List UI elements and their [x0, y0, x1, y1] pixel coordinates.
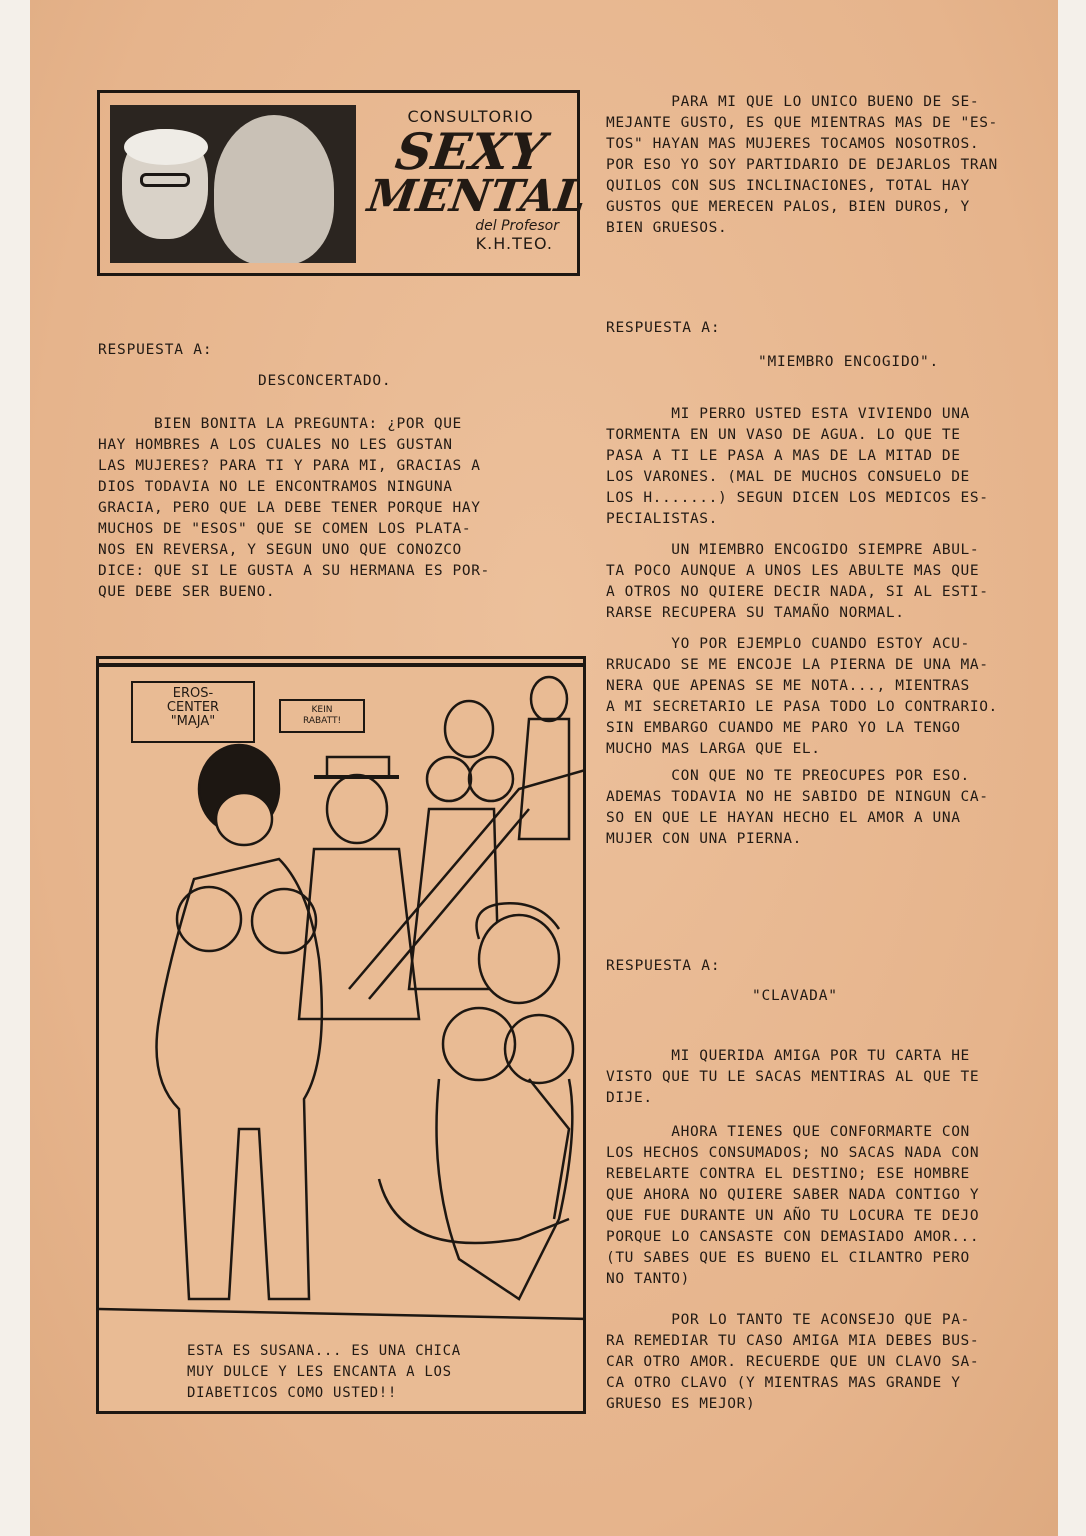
answer1-recipient: DESCONCERTADO.: [258, 373, 392, 389]
answer3-paragraph2: AHORA TIENES QUE CONFORMARTE CON LOS HECHOS CONSUMADOS; NO SACAS NADA CON REBELARTE CONTRA EL DESTINO; ESE HOMBRE QUE AHORA NO QUIERE SABER NADA CONTIGO Y QUE FUE DURANTE UN AÑO TU LOCURA TE DEJO PORQUE LO CANSASTE CON DEMASIADO AMOR... (TU SABES QUE ES BUENO EL CILANTRO PERO NO TANTO): [606, 1124, 980, 1287]
photo-bald-head: [214, 115, 334, 263]
photo-man-with-glasses: [122, 129, 208, 239]
glasses-icon: [140, 173, 190, 187]
answer3-recipient: "CLAVADA": [752, 988, 838, 1004]
page-margin-left: [0, 0, 30, 1536]
answer1-continuation: PARA MI QUE LO UNICO BUENO DE SE- MEJANTE GUSTO, ES QUE MIENTRAS MAS DE "ES- TOS" HAYAN MAS MUJERES TOCAMOS NOSOTROS. POR ESO YO SOY PARTIDARIO DE DEJARLOS TRAN QUILOS CON SUS INCLINACIONES, TOTAL HAY GUSTOS QUE MERECEN PALOS, BIEN DUROS, Y BIEN GRUESOS.: [606, 94, 998, 236]
answer2-paragraph2: UN MIEMBRO ENCOGIDO SIEMPRE ABUL- TA POCO AUNQUE A UNOS LES ABULTE MAS QUE A OTROS NO QUIERE DECIR NADA, SI AL ESTI- RARSE RECUPERA SU TAMAÑO NORMAL.: [606, 542, 989, 621]
cartoon-sign-kein-rabatt: KEIN RABATT!: [279, 699, 365, 733]
page-margin-right: [1058, 0, 1086, 1536]
answer3-label: RESPUESTA A:: [606, 958, 721, 974]
logo-consultorio: CONSULTORIO: [407, 107, 534, 126]
answer2-paragraph3: YO POR EJEMPLO CUANDO ESTOY ACU- RRUCADO SE ME ENCOJE LA PIERNA DE UNA MA- NERA QUE APENAS SE ME NOTA..., MIENTRAS A MI SECRETARIO LE PASA TODO LO CONTRARIO. SIN EMBARGO CUANDO ME PARO YO LA TENGO MUCHO MAS LARGA QUE EL.: [606, 636, 998, 757]
answer3-paragraph1: MI QUERIDA AMIGA POR TU CARTA HE VISTO QUE TU LE SACAS MENTIRAS AL QUE TE DIJE.: [606, 1048, 980, 1106]
logo-byline: del Profesor: [475, 218, 559, 234]
cartoon-caption: ESTA ES SUSANA... ES UNA CHICA MUY DULCE Y LES ENCANTA A LOS DIABETICOS COMO USTED!!: [187, 1343, 461, 1401]
logo-title-line1: SEXY: [392, 122, 550, 181]
answer2-label: RESPUESTA A:: [606, 320, 721, 336]
answer3-paragraph3: POR LO TANTO TE ACONSEJO QUE PA- RA REMEDIAR TU CASO AMIGA MIA DEBES BUS- CAR OTRO AMOR. RECUERDE QUE UN CLAVO SA- CA OTRO CLAVO (Y MIENTRAS MAS GRANDE Y GRUESO ES MEJOR): [606, 1312, 980, 1412]
column-logo: [364, 103, 590, 269]
answer2-paragraph4: CON QUE NO TE PREOCUPES POR ESO. ADEMAS TODAVIA NO HE SABIDO DE NINGUN CA- SO EN QUE LE HAYAN HECHO EL AMOR A UNA MUJER CON UNA PIERNA.: [606, 768, 989, 847]
cartoon-drawing: [99, 659, 586, 1414]
logo-author: K.H.TEO.: [475, 234, 553, 253]
answer1-label: RESPUESTA A:: [98, 342, 213, 358]
answer2-recipient: "MIEMBRO ENCOGIDO".: [758, 354, 940, 370]
header-photo: [110, 105, 356, 263]
column-header-box: [97, 90, 590, 276]
answer1-body: BIEN BONITA LA PREGUNTA: ¿POR QUE HAY HOMBRES A LOS CUALES NO LES GUSTAN LAS MUJERES? PARA TI Y PARA MI, GRACIAS A DIOS TODAVIA NO LE ENCONTRAMOS NINGUNA GRACIA, PERO QUE LA DEBE TENER PORQUE HAY MUCHOS DE "ESOS" QUE SE COMEN LOS PLATA- NOS EN REVERSA, Y SEGUN UNO QUE CONOZCO DICE: QUE SI LE GUSTA A SU HERMANA ES POR- QUE DEBE SER BUENO.: [98, 416, 490, 600]
cartoon-illustration: [96, 656, 586, 1414]
cartoon-sign-eros-center: EROS- CENTER "MAJA": [131, 681, 255, 743]
answer2-paragraph1: MI PERRO USTED ESTA VIVIENDO UNA TORMENTA EN UN VASO DE AGUA. LO QUE TE PASA A TI LE PASA A MAS DE LA MITAD DE LOS VARONES. (MAL DE MUCHOS CONSUELO DE LOS H.......) SEGUN DICEN LOS MEDICOS ES- PECIALISTAS.: [606, 406, 989, 527]
logo-title-line2: MENTAL: [364, 171, 590, 222]
